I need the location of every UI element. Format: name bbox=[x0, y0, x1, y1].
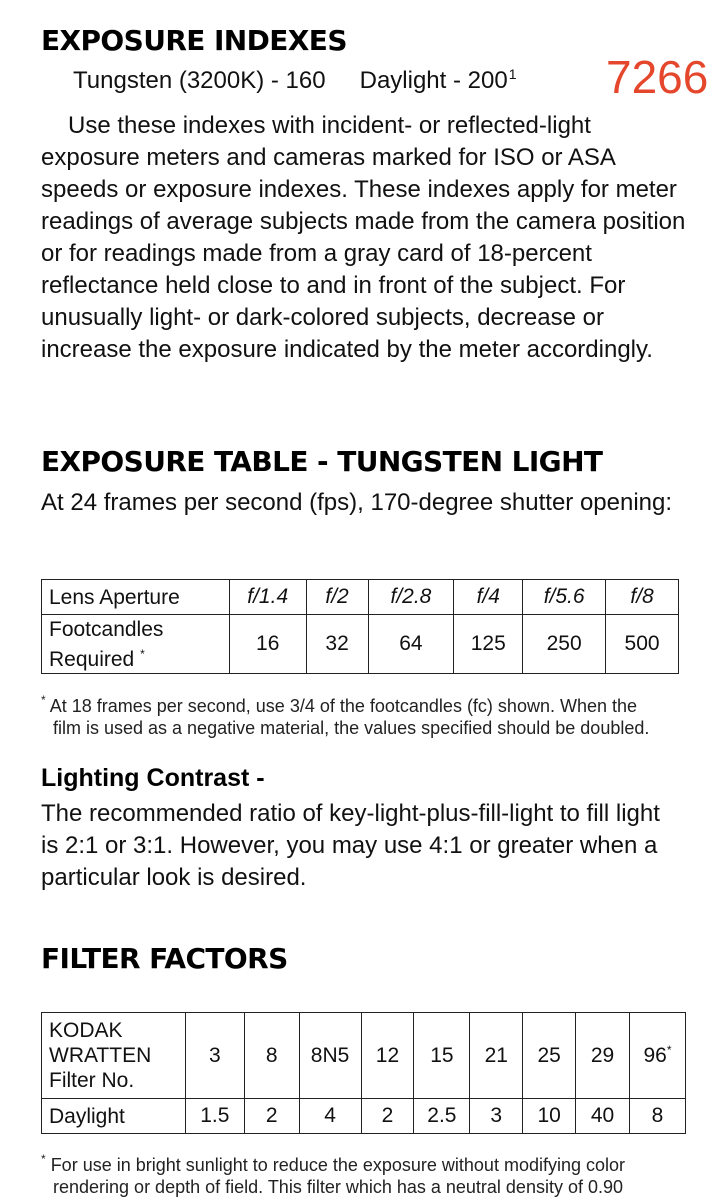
footcandles-cell: 125 bbox=[454, 615, 523, 674]
filter-number-cell: 15 bbox=[414, 1013, 470, 1099]
daylight-footnote-mark: 1 bbox=[508, 66, 517, 82]
filter-number-cell: 8N5 bbox=[299, 1013, 361, 1099]
filter-number-cell: 8 bbox=[244, 1013, 299, 1099]
factor-cell: 8 bbox=[630, 1099, 686, 1134]
aperture-row bbox=[42, 580, 679, 615]
filter-96-mark: * bbox=[666, 1043, 672, 1057]
factor-cell: 1.5 bbox=[185, 1099, 244, 1134]
lighting-contrast-heading: Lighting Contrast - bbox=[41, 764, 265, 792]
filter-96-value: 96 bbox=[643, 1044, 667, 1067]
filter-label-line2: WRATTEN bbox=[49, 1044, 152, 1067]
filter-label-line1: KODAK bbox=[49, 1019, 123, 1042]
footcandles-cell: 32 bbox=[306, 615, 368, 674]
exposure-table-intro: At 24 frames per second (fps), 170-degree shutter opening: bbox=[41, 489, 673, 516]
daylight-factor-row bbox=[42, 1099, 686, 1134]
filter-factors-table bbox=[41, 1012, 686, 1134]
exposure-note-mark: * bbox=[41, 693, 46, 707]
factor-cell: 40 bbox=[576, 1099, 630, 1134]
factor-cell: 3 bbox=[470, 1099, 523, 1134]
filter-note-line2: rendering or depth of field. This filter which has a neutral density of 0.90 bbox=[53, 1177, 623, 1197]
footcandles-row bbox=[42, 615, 679, 674]
filter-note-mark: * bbox=[41, 1152, 46, 1166]
aperture-row-label: Lens Aperture bbox=[42, 580, 230, 615]
exposure-note-line1: At 18 frames per second, use 3/4 of the footcandles (fc) shown. When the bbox=[49, 696, 638, 716]
tungsten-rating: Tungsten (3200K) - 160 bbox=[73, 67, 326, 94]
footcandles-cell: 16 bbox=[229, 615, 306, 674]
footcandles-row-label bbox=[42, 615, 230, 674]
factor-cell: 2 bbox=[361, 1099, 414, 1134]
filter-number-cell: 12 bbox=[361, 1013, 414, 1099]
film-code: 7266 bbox=[606, 51, 709, 103]
factor-cell: 10 bbox=[523, 1099, 576, 1134]
exposure-table-heading: EXPOSURE TABLE - TUNGSTEN LIGHT bbox=[41, 445, 603, 478]
filter-note-line1: For use in bright sunlight to reduce the exposure without modifying color bbox=[50, 1155, 625, 1175]
exposure-note-line2: film is used as a negative material, the values specified should be doubled. bbox=[53, 718, 650, 738]
filter-number-cell: 3 bbox=[185, 1013, 244, 1099]
footcandles-label-line2: Required bbox=[49, 647, 135, 671]
footcandles-footnote-mark: * bbox=[140, 646, 145, 661]
aperture-cell: f/8 bbox=[606, 580, 679, 615]
filter-row-label bbox=[42, 1013, 186, 1099]
filter-label-line3: Filter No. bbox=[49, 1069, 135, 1092]
footcandles-cell: 500 bbox=[606, 615, 679, 674]
aperture-cell: f/1.4 bbox=[229, 580, 306, 615]
factor-cell: 4 bbox=[299, 1099, 361, 1134]
filter-factors-heading: FILTER FACTORS bbox=[41, 942, 288, 975]
exposure-table-footnote bbox=[41, 689, 691, 739]
factor-cell: 2.5 bbox=[414, 1099, 470, 1134]
aperture-cell: f/5.6 bbox=[523, 580, 606, 615]
filter-factors-footnote bbox=[41, 1148, 701, 1198]
footcandles-cell: 64 bbox=[368, 615, 454, 674]
filter-number-cell: 21 bbox=[470, 1013, 523, 1099]
daylight-rating: Daylight - 200 bbox=[359, 67, 508, 94]
footcandles-label-line1: Footcandles bbox=[49, 617, 164, 641]
exposure-indexes-paragraph: Use these indexes with incident- or reflected-light exposure meters and cameras marked for ISO or ASA speeds or exposure indexes. These indexes apply for meter readings of average subjects made from the camera position or for readings made from a gray card of 18-percent reflectance held close to and in front of the subject. For unusually light- or dark-colored subjects, decrease or increase the exposure indicated by the meter accordingly. bbox=[41, 112, 686, 363]
filter-number-cell-96 bbox=[630, 1013, 686, 1099]
aperture-cell: f/4 bbox=[454, 580, 523, 615]
filter-number-cell: 25 bbox=[523, 1013, 576, 1099]
exposure-table bbox=[41, 579, 679, 674]
filter-number-cell: 29 bbox=[576, 1013, 630, 1099]
lighting-contrast-text: The recommended ratio of key-light-plus-fill-light to fill light is 2:1 or 3:1. However, you may use 4:1 or greater when a particular look is desired. bbox=[41, 800, 660, 891]
aperture-cell: f/2.8 bbox=[368, 580, 454, 615]
filter-number-row bbox=[42, 1013, 686, 1099]
factor-cell: 2 bbox=[244, 1099, 299, 1134]
footcandles-cell: 250 bbox=[523, 615, 606, 674]
aperture-cell: f/2 bbox=[306, 580, 368, 615]
daylight-row-label: Daylight bbox=[42, 1099, 186, 1134]
exposure-index-ratings bbox=[73, 66, 516, 95]
exposure-indexes-heading: EXPOSURE INDEXES bbox=[41, 24, 347, 57]
